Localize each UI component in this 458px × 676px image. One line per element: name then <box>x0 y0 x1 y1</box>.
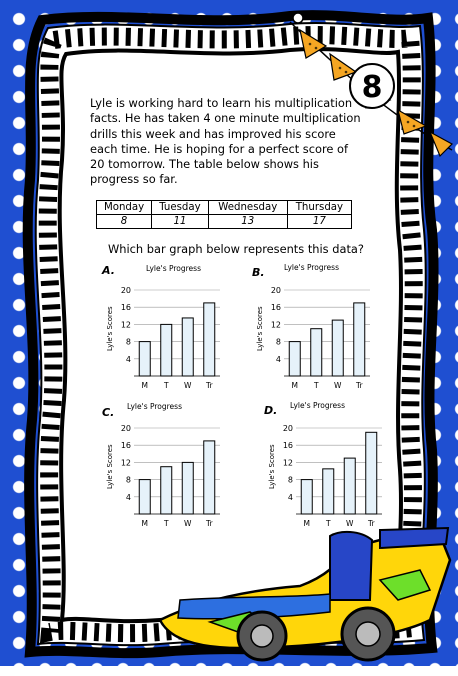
chart-d <box>262 400 392 538</box>
y-tick-label: 20 <box>270 286 281 295</box>
x-tick-label: W <box>184 519 192 528</box>
x-tick-label: W <box>334 381 342 390</box>
progress-table <box>96 200 352 229</box>
chart-a <box>100 262 230 400</box>
x-tick-label: Tr <box>205 519 213 528</box>
table-header-cell: Wednesday <box>208 201 287 215</box>
table-cell: 13 <box>208 215 287 229</box>
y-axis-label: Lyle's Scores <box>268 444 276 489</box>
bar <box>366 432 377 514</box>
y-axis-label: Lyle's Scores <box>106 444 114 489</box>
chart-title: Lyle's Progress <box>284 263 339 272</box>
x-tick-label: T <box>163 381 169 390</box>
bar-chart-svg <box>100 400 230 538</box>
y-tick-label: 12 <box>282 458 293 468</box>
y-axis-label: Lyle's Scores <box>106 306 114 351</box>
bar <box>139 342 150 376</box>
chart-letter: D. <box>264 404 278 417</box>
y-tick-label: 8 <box>125 337 131 347</box>
y-tick-label: 12 <box>120 320 131 330</box>
x-tick-label: T <box>313 381 319 390</box>
bar <box>139 480 150 514</box>
chart-title: Lyle's Progress <box>146 264 201 273</box>
bar <box>323 469 334 514</box>
y-tick-label: 4 <box>287 492 293 502</box>
x-tick-label: Tr <box>355 381 363 390</box>
problem-text: Lyle is working hard to learn his multiplication facts. He has taken 4 one minute multiplication drills this week and has improved his score each time. He is hoping for a perfect score of 20 tomorrow. The table below shows his progress so far. <box>90 96 361 187</box>
table-header-cell: Monday <box>97 201 152 215</box>
y-axis-label: Lyle's Scores <box>256 306 264 351</box>
y-tick-label: 12 <box>120 458 131 468</box>
bar <box>311 329 322 376</box>
x-tick-label: T <box>325 519 331 528</box>
bar <box>161 467 172 514</box>
y-tick-label: 8 <box>275 337 281 347</box>
x-tick-label: Tr <box>367 519 375 528</box>
y-tick-label: 12 <box>270 320 281 330</box>
y-tick-label: 4 <box>275 354 281 364</box>
bar <box>289 342 300 376</box>
y-tick-label: 8 <box>125 475 131 485</box>
y-tick-label: 16 <box>270 303 281 313</box>
chart-letter: B. <box>252 266 265 279</box>
page-number: 8 <box>361 70 383 105</box>
bar <box>301 480 312 514</box>
y-tick-label: 4 <box>125 492 131 502</box>
chart-title: Lyle's Progress <box>290 401 345 410</box>
bar <box>204 303 215 376</box>
y-tick-label: 16 <box>120 441 131 451</box>
bar <box>182 318 193 376</box>
bar <box>182 462 193 514</box>
y-tick-label: 20 <box>282 424 293 433</box>
table-header-cell: Thursday <box>287 201 351 215</box>
y-tick-label: 4 <box>125 354 131 364</box>
x-tick-label: W <box>346 519 354 528</box>
x-tick-label: M <box>303 519 310 528</box>
bar <box>354 303 365 376</box>
bar <box>344 458 355 514</box>
question-text: Which bar graph below represents this data? <box>108 242 364 256</box>
bar <box>332 320 343 376</box>
x-tick-label: Tr <box>205 381 213 390</box>
x-tick-label: M <box>291 381 298 390</box>
chart-letter: C. <box>102 406 115 419</box>
table-header-row <box>97 201 352 215</box>
y-tick-label: 16 <box>282 441 293 451</box>
y-tick-label: 20 <box>120 424 131 433</box>
chart-c <box>100 400 230 538</box>
table-cell: 17 <box>287 215 351 229</box>
chart-letter: A. <box>102 264 115 277</box>
chart-b <box>250 262 380 400</box>
y-tick-label: 20 <box>120 286 131 295</box>
bow-icon <box>293 13 303 23</box>
bar-chart-svg <box>250 262 380 400</box>
x-tick-label: W <box>184 381 192 390</box>
chart-title: Lyle's Progress <box>127 402 182 411</box>
x-tick-label: M <box>141 519 148 528</box>
bar <box>204 441 215 514</box>
x-tick-label: T <box>163 519 169 528</box>
bar <box>161 324 172 376</box>
y-tick-label: 16 <box>120 303 131 313</box>
y-tick-label: 8 <box>287 475 293 485</box>
x-tick-label: M <box>141 381 148 390</box>
table-cell: 11 <box>152 215 209 229</box>
bar-chart-svg <box>100 262 230 400</box>
table-header-cell: Tuesday <box>152 201 209 215</box>
table-cell: 8 <box>97 215 152 229</box>
bar-chart-svg <box>262 400 392 538</box>
table-row <box>97 215 352 229</box>
